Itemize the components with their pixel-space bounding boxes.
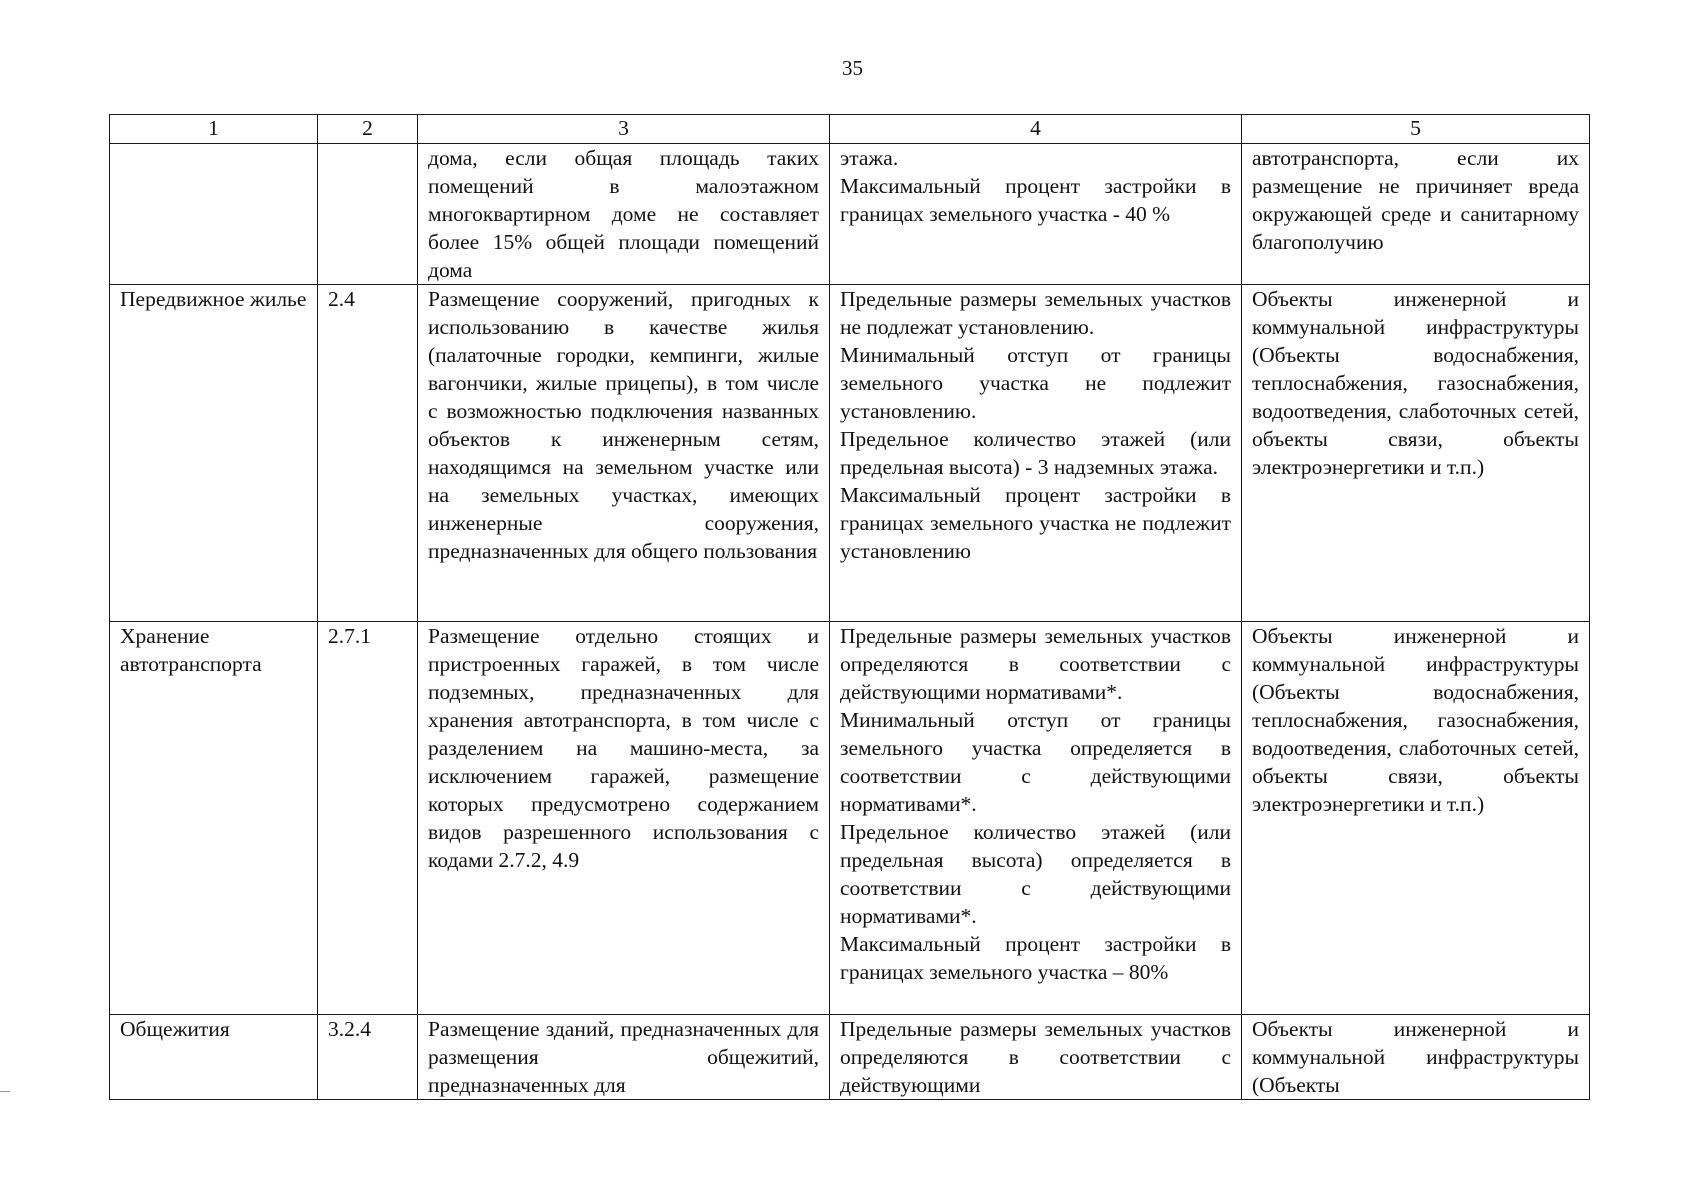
table-row [110, 285, 1590, 622]
parameters-text: Предельные размеры земельных участков не подлежат установлению. Минимальный отступ от границы земельного участка не подлежит установлению. Предельное количество этажей (или предельная высота) - 3 надземных этажа. Максимальный процент застройки в границах земельного участка не подлежит установлению [840, 287, 1231, 563]
scan-margin-mark [0, 1091, 10, 1092]
table-header-row [110, 115, 1590, 144]
parameters-cell [830, 144, 1242, 285]
auxiliary-cell: Объекты инженерной и коммунальной инфраструктуры (Объекты водоснабжения, теплоснабжения, газоснабжения, водоотведения, слаботочных сетей, объекты связи, объекты электроэнергетики и т.п.) [1242, 285, 1590, 622]
auxiliary-cell: автотранспорта, если их размещение не причиняет вреда окружающей среде и санитарному благополучию [1242, 144, 1590, 285]
parameters-text: Предельные размеры земельных участков определяются в соответствии с действующими [840, 1017, 1231, 1097]
page-number: 35 [842, 56, 863, 80]
table-row [110, 622, 1590, 1015]
parameters-text: этажа. Максимальный процент застройки в границах земельного участка - 40 % [840, 146, 1231, 226]
use-name-cell: Общежития [110, 1015, 318, 1100]
auxiliary-cell: Объекты инженерной и коммунальной инфраструктуры (Объекты водоснабжения, теплоснабжения, газоснабжения, водоотведения, слаботочных сетей, объекты связи, объекты электроэнергетики и т.п.) [1242, 622, 1590, 1015]
column-header-5: 5 [1242, 115, 1590, 144]
use-code-cell [318, 144, 418, 285]
use-name-cell [110, 144, 318, 285]
column-header-1: 1 [110, 115, 318, 144]
parameters-cell [830, 285, 1242, 622]
use-code-cell: 3.2.4 [318, 1015, 418, 1100]
parameters-cell [830, 1015, 1242, 1100]
description-cell: Размещение сооружений, пригодных к использованию в качестве жилья (палаточные городки, кемпинги, жилые вагончики, жилые прицепы), в том числе с возможностью подключения названных объектов к инженерным сетям, находящимся на земельном участке или на земельных участках, имеющих инженерные сооружения, предназначенных для общего пользования [418, 285, 830, 622]
parameters-text: Предельные размеры земельных участков определяются в соответствии с действующими нормативами*. Минимальный отступ от границы земельного участка определяется в соответствии с действующими нормативами*. Предельное количество этажей (или предельная высота) определяется в соответствии с действующими нормативами*. Максимальный процент застройки в границах земельного участка – 80% [840, 624, 1231, 984]
column-header-3: 3 [418, 115, 830, 144]
use-code-cell: 2.7.1 [318, 622, 418, 1015]
auxiliary-cell: Объекты инженерной и коммунальной инфраструктуры (Объекты [1242, 1015, 1590, 1100]
use-code-cell: 2.4 [318, 285, 418, 622]
zoning-table [109, 114, 1590, 1100]
use-name-cell: Хранение автотранспорта [110, 622, 318, 1015]
table-row [110, 1015, 1590, 1100]
table-row [110, 144, 1590, 285]
description-cell: Размещение зданий, предназначенных для размещения общежитий, предназначенных для [418, 1015, 830, 1100]
column-header-4: 4 [830, 115, 1242, 144]
parameters-cell [830, 622, 1242, 1015]
description-cell: Размещение отдельно стоящих и пристроенных гаражей, в том числе подземных, предназначенных для хранения автотранспорта, в том числе с разделением на машино-места, за исключением гаражей, размещение которых предусмотрено содержанием видов разрешенного использования с кодами 2.7.2, 4.9 [418, 622, 830, 1015]
description-cell: дома, если общая площадь таких помещений в малоэтажном многоквартирном доме не составляет более 15% общей площади помещений дома [418, 144, 830, 285]
use-name-cell: Передвижное жилье [110, 285, 318, 622]
column-header-2: 2 [318, 115, 418, 144]
